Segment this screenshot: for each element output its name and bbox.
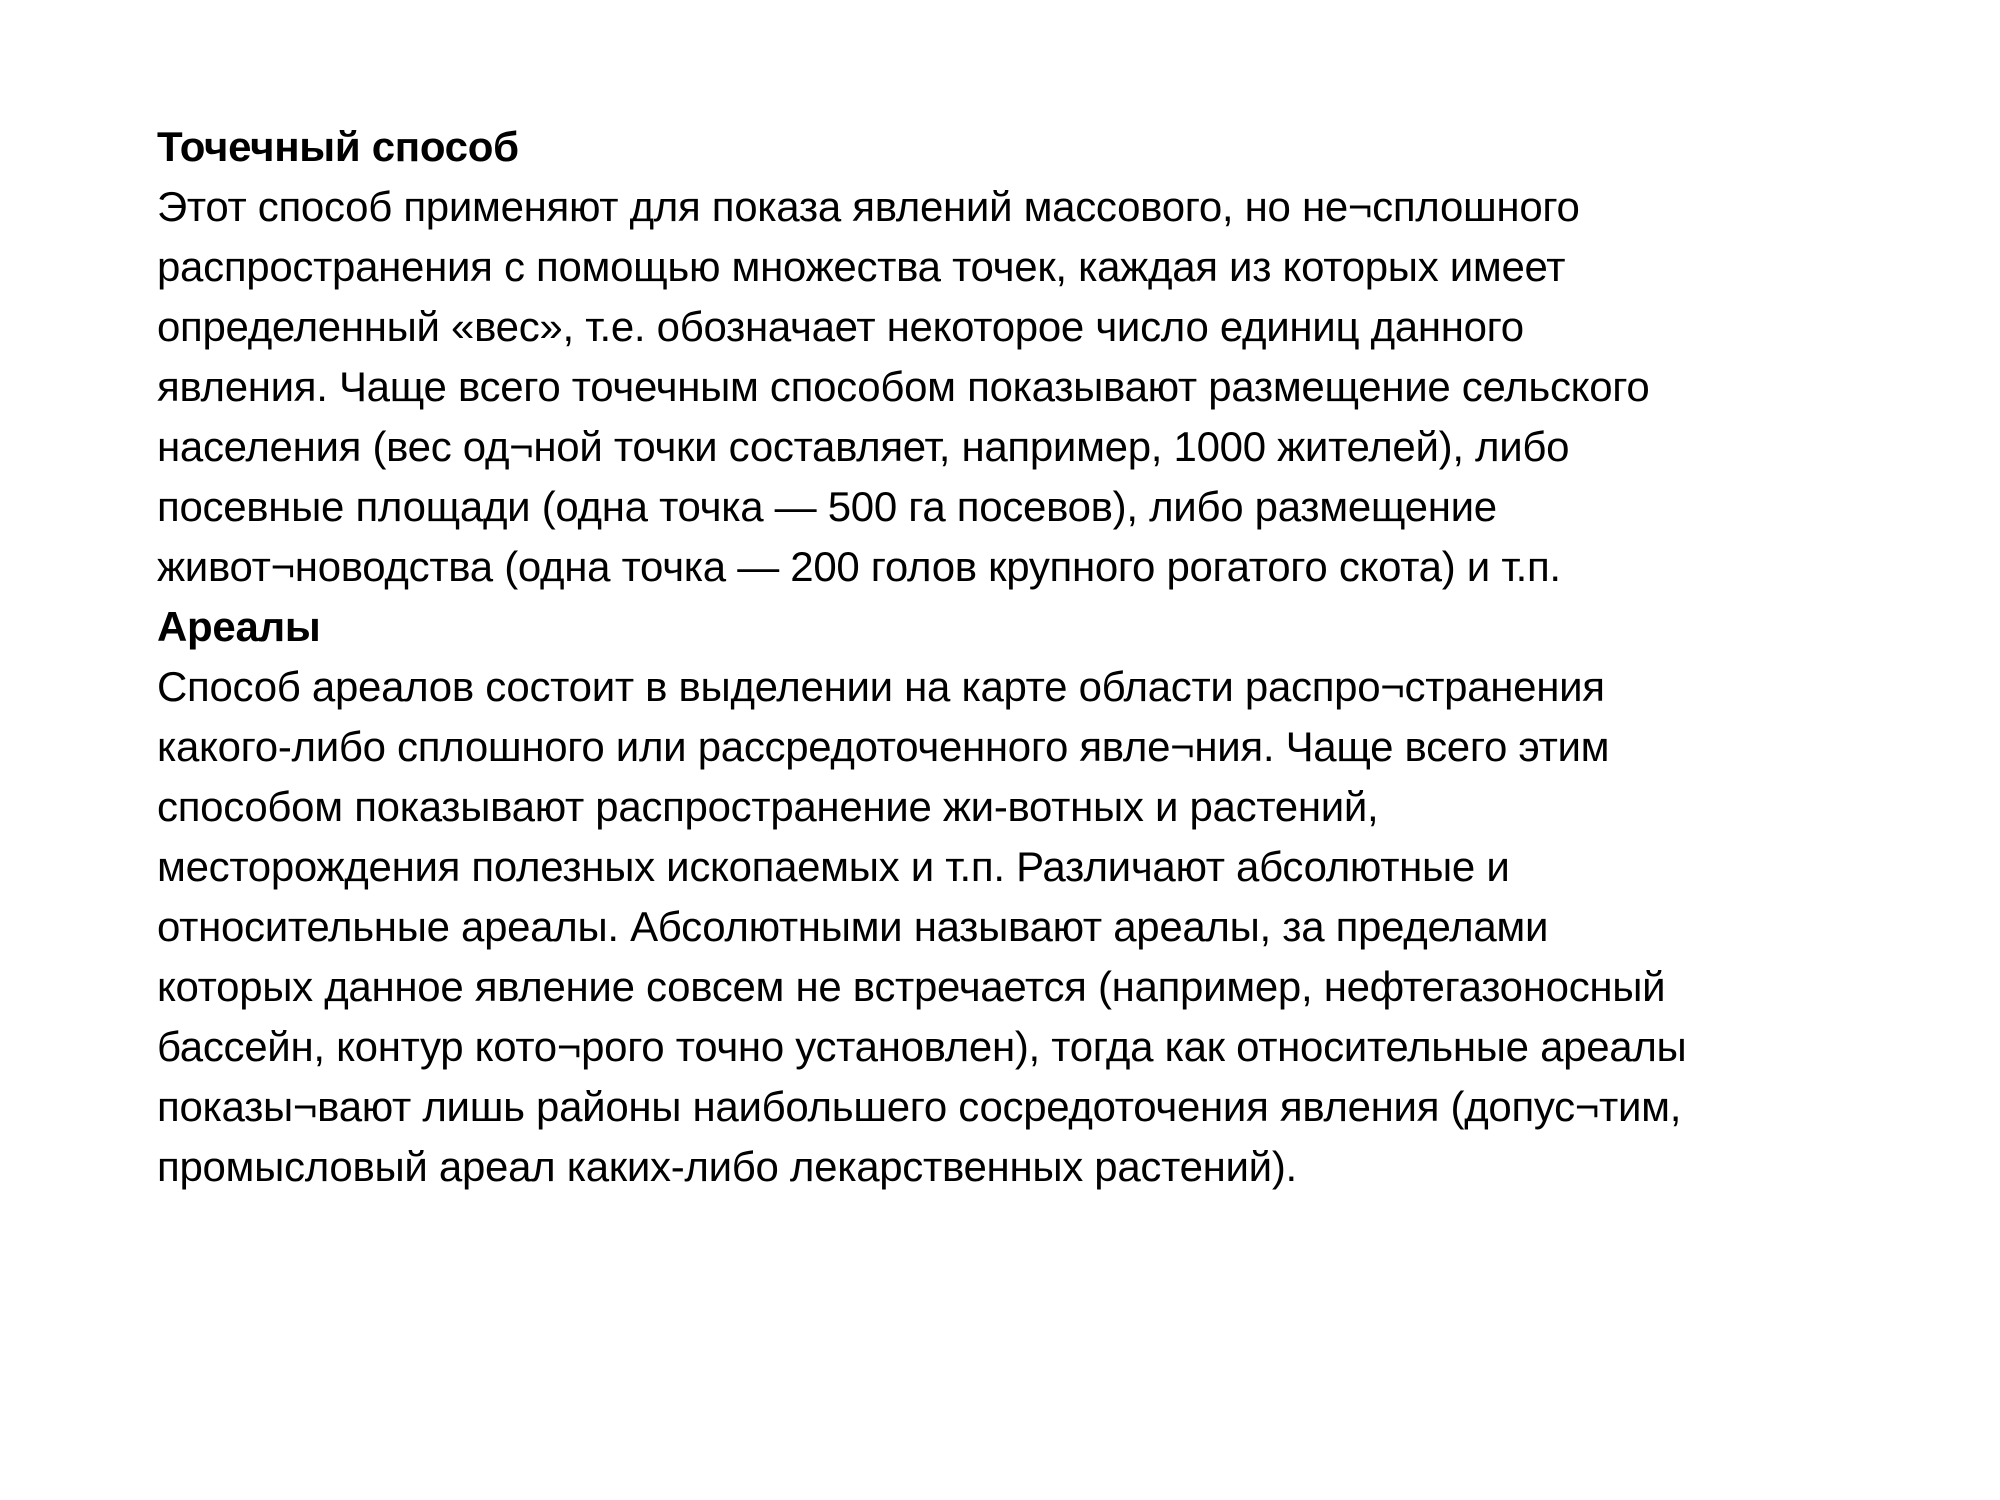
- paragraph-line: Этот способ применяют для показа явлений массового, но не¬сплошного: [157, 183, 1580, 230]
- paragraph-line: какого-либо сплошного или рассредоточенного явле¬ния. Чаще всего этим: [157, 723, 1610, 770]
- paragraph-line: определенный «вес», т.е. обозначает некоторое число единиц данного: [157, 303, 1524, 350]
- paragraph-line: распространения с помощью множества точек, каждая из которых имеет: [157, 243, 1566, 290]
- paragraph-line: явления. Чаще всего точечным способом показывают размещение сельского: [157, 363, 1650, 410]
- section-heading-areas: Ареалы: [157, 603, 321, 650]
- paragraph-line: посевные площади (одна точка — 500 га посевов), либо размещение: [157, 483, 1497, 530]
- paragraph-line: населения (вес од¬ной точки составляет, например, 1000 жителей), либо: [157, 423, 1570, 470]
- paragraph-line: бассейн, контур кото¬рого точно установлен), тогда как относительные ареалы: [157, 1023, 1687, 1070]
- paragraph-line: живот¬новодства (одна точка — 200 голов крупного рогатого скота) и т.п.: [157, 543, 1561, 590]
- text-body: [157, 117, 1877, 1197]
- section-heading-point-method: Точечный способ: [157, 123, 519, 170]
- paragraph-line: Способ ареалов состоит в выделении на карте области распро¬странения: [157, 663, 1605, 710]
- paragraph-line: промысловый ареал каких-либо лекарственных растений).: [157, 1143, 1297, 1190]
- paragraph-line: показы¬вают лишь районы наибольшего сосредоточения явления (допус¬тим,: [157, 1083, 1682, 1130]
- paragraph-line: месторождения полезных ископаемых и т.п. Различают абсолютные и: [157, 843, 1510, 890]
- paragraph-line: которых данное явление совсем не встречается (например, нефтегазоносный: [157, 963, 1666, 1010]
- paragraph-line: способом показывают распространение жи-вотных и растений,: [157, 783, 1379, 830]
- paragraph-line: относительные ареалы. Абсолютными называют ареалы, за пределами: [157, 903, 1549, 950]
